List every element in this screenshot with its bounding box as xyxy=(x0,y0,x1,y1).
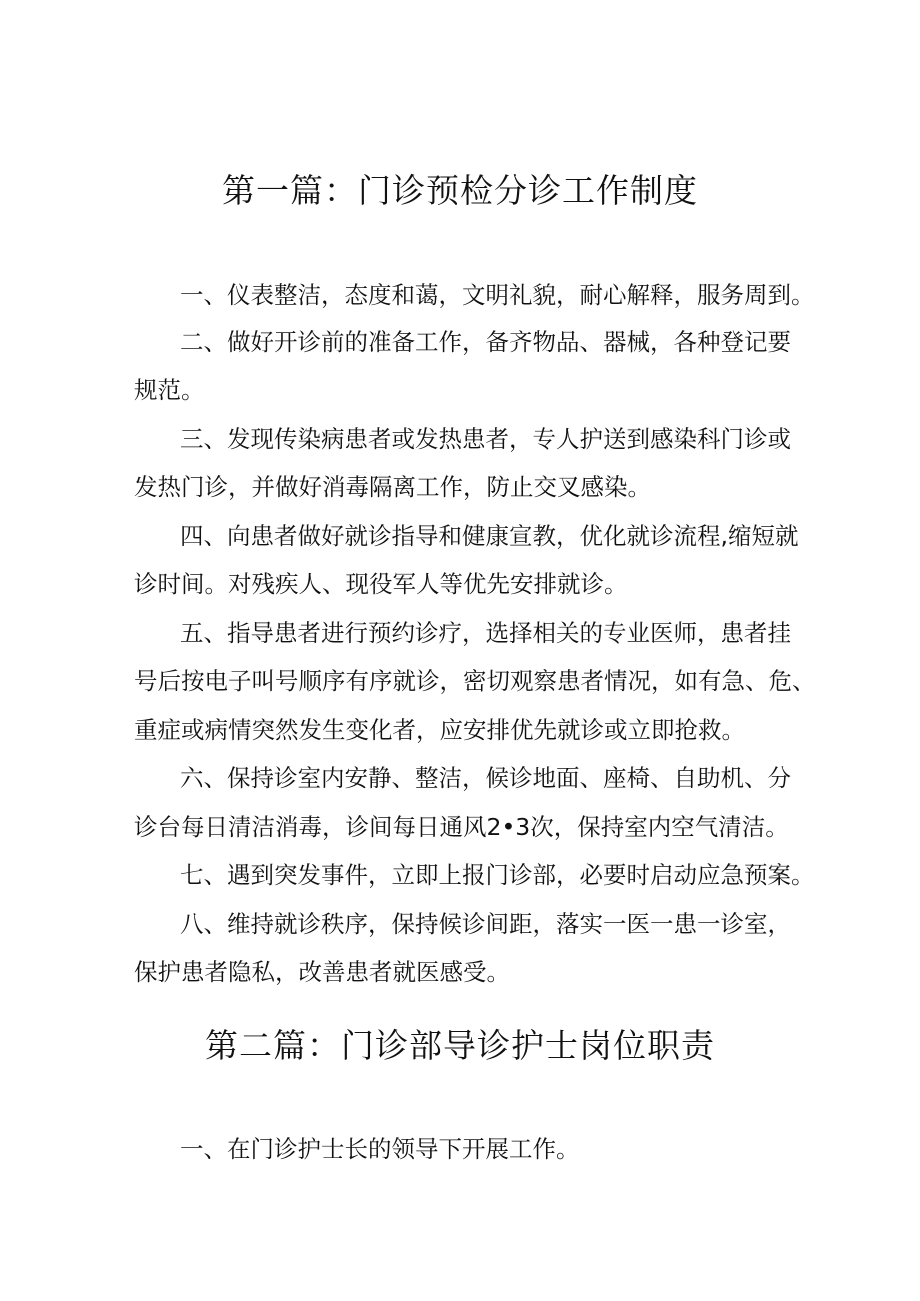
section1-line-13: 七、遇到突发事件，立即上报门诊部，必要时启动应急预案。 xyxy=(180,861,815,889)
section1-line-11: 六、保持诊室内安静、整洁，候诊地面、座椅、自助机、分 xyxy=(180,764,791,792)
section1-line-1: 一、仪表整洁，态度和蔼，文明礼貌，耐心解释，服务周到。 xyxy=(180,281,815,309)
section2-title: 第二篇：门诊部导诊护士岗位职责 xyxy=(205,1026,715,1065)
section1-line-14: 八、维持就诊秩序，保持候诊间距，落实一医一患一诊室， xyxy=(180,910,791,938)
section1-line-3: 规范。 xyxy=(134,376,205,404)
section1-line-6: 四、向患者做好就诊指导和健康宣教，优化就诊流程,缩短就 xyxy=(180,522,799,550)
section1-line-10: 重症或病情突然发生变化者，应安排优先就诊或立即抢救。 xyxy=(134,716,745,744)
section1-line-15: 保护患者隐私，改善患者就医感受。 xyxy=(134,958,510,986)
section1-line-2: 二、做好开诊前的准备工作，备齐物品、器械，各种登记要 xyxy=(180,328,791,356)
section1-line-7: 诊时间。对残疾人、现役军人等优先安排就诊。 xyxy=(134,570,628,598)
section2-line-1: 一、在门诊护士长的领导下开展工作。 xyxy=(180,1135,580,1163)
section1-line-9: 号后按电子叫号顺序有序就诊，密切观察患者情况，如有急、危、 xyxy=(134,667,816,695)
section1-line-5: 发热门诊，并做好消毒隔离工作，防止交叉感染。 xyxy=(134,473,651,501)
section1-title: 第一篇：门诊预检分诊工作制度 xyxy=(222,171,698,210)
section1-line-4: 三、发现传染病患者或发热患者，专人护送到感染科门诊或 xyxy=(180,425,791,453)
section1-line-12: 诊台每日清洁消毒，诊间每日通风2•3次，保持室内空气清洁。 xyxy=(134,813,789,841)
section1-line-8: 五、指导患者进行预约诊疗，选择相关的专业医师，患者挂 xyxy=(180,619,791,647)
